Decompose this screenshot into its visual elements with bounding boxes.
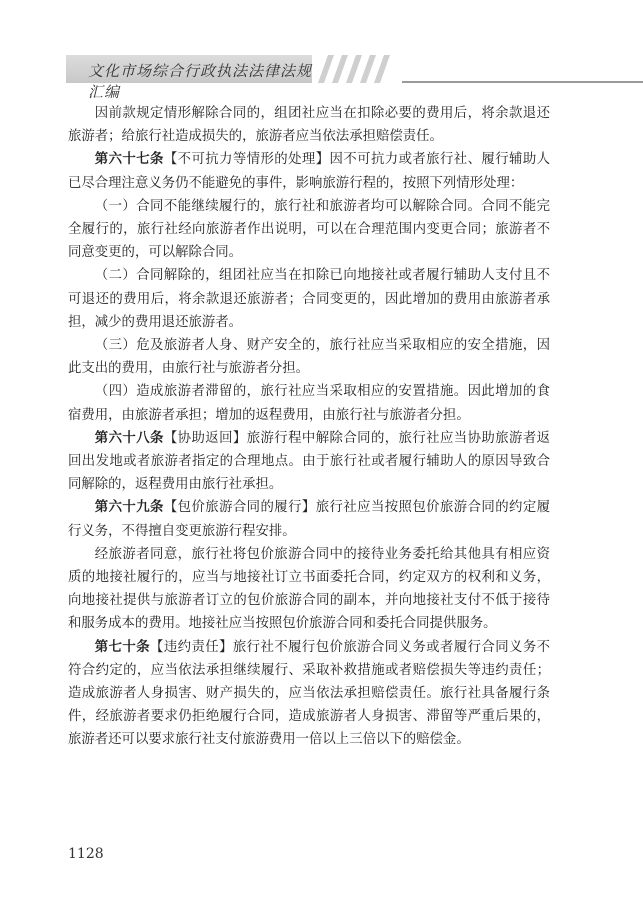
paragraph <box>68 427 550 497</box>
header-bar <box>66 55 313 101</box>
article-heading: 【包价旅游合同的履行】 <box>163 500 316 516</box>
paragraph <box>68 195 550 265</box>
article-heading: 【协助返回】 <box>163 430 247 446</box>
paragraph <box>68 543 550 636</box>
article-number: 第六十八条 <box>94 429 164 446</box>
paragraph <box>68 334 550 380</box>
paragraph-text: （二）合同解除的，组团社应当在扣除已向地接社或者履行辅助人支付且不可退还的费用后，将余款退还旅游者；合同变更的，因此增加的费用由旅游者承担，减少的费用退还旅游者。 <box>68 268 550 330</box>
paragraph-text: 因不可抗力或者旅行社、履行辅助人已尽合理注意义务仍不能避免的事件，影响旅游行程的，按照下列情形处理： <box>68 152 551 191</box>
header-rule <box>402 81 643 83</box>
article-heading: 【不可抗力等情形的处理】 <box>163 152 330 168</box>
paragraph-text: 因前款规定情形解除合同的，组团社应当在扣除必要的费用后，将余款退还旅游者；给旅行社造成损失的，旅游者应当依法承担赔偿责任。 <box>68 106 550 145</box>
paragraph <box>68 636 550 752</box>
paragraph <box>68 102 550 148</box>
paragraph-text: （三）危及旅游者人身、财产安全的，旅行社应当采取相应的安全措施，因此支出的费用，由旅行社与旅游者分担。 <box>68 338 550 377</box>
page-body <box>68 102 550 752</box>
article-number: 第七十条 <box>94 638 151 655</box>
paragraph <box>68 496 550 542</box>
book-title: 文化市场综合行政执法法律法规汇编 <box>88 62 313 101</box>
paragraph-text: 旅行社应当按照包价旅游合同的约定履行义务，不得擅自变更旅游行程安排。 <box>68 500 551 539</box>
paragraph-text: 旅行社不履行包价旅游合同义务或者履行合同义务不符合约定的，应当依法承担继续履行、采取补救措施或者赔偿损失等违约责任；造成旅游者人身损害、财产损失的，应当依法承担赔偿责任。旅行社具备履行条件，经旅游者要求仍拒绝履行合同，造成旅游者人身损害、滞留等严重后果的，旅游者还可以要求旅行社支付旅游费用一倍以上三倍以下的赔偿金。 <box>68 639 551 748</box>
article-heading: 【违约责任】 <box>150 639 233 655</box>
paragraph <box>68 264 550 334</box>
article-number: 第六十九条 <box>94 499 164 516</box>
paragraph-text: 旅游行程中解除合同的，旅行社应当协助旅游者返回出发地或者旅游者指定的合理地点。由于旅行社或者履行辅助人的原因导致合同解除的，返程费用由旅行社承担。 <box>68 430 551 493</box>
paragraph <box>68 380 550 426</box>
paragraph <box>68 148 550 194</box>
paragraph-text: （一）合同不能继续履行的，旅行社和旅游者均可以解除合同。合同不能完全履行的，旅行社经向旅游者作出说明，可以在合理范围内变更合同；旅游者不同意变更的，可以解除合同。 <box>68 198 550 261</box>
article-number: 第六十七条 <box>94 151 164 168</box>
header-stripes-decoration <box>312 55 402 83</box>
paragraph-text: （四）造成旅游者滞留的，旅行社应当采取相应的安置措施。因此增加的食宿费用，由旅游者承担；增加的返程费用，由旅行社与旅游者分担。 <box>68 384 550 423</box>
page-number: 1128 <box>68 846 104 862</box>
running-header <box>66 55 643 101</box>
paragraph-text: 经旅游者同意，旅行社将包价旅游合同中的接待业务委托给其他具有相应资质的地接社履行的，应当与地接社订立书面委托合同，约定双方的权利和义务，向地接社提供与旅游者订立的包价旅游合同的副本，并向地接社支付不低于接待和服务成本的费用。地接社应当按照包价旅游合同和委托合同提供服务。 <box>68 546 550 632</box>
